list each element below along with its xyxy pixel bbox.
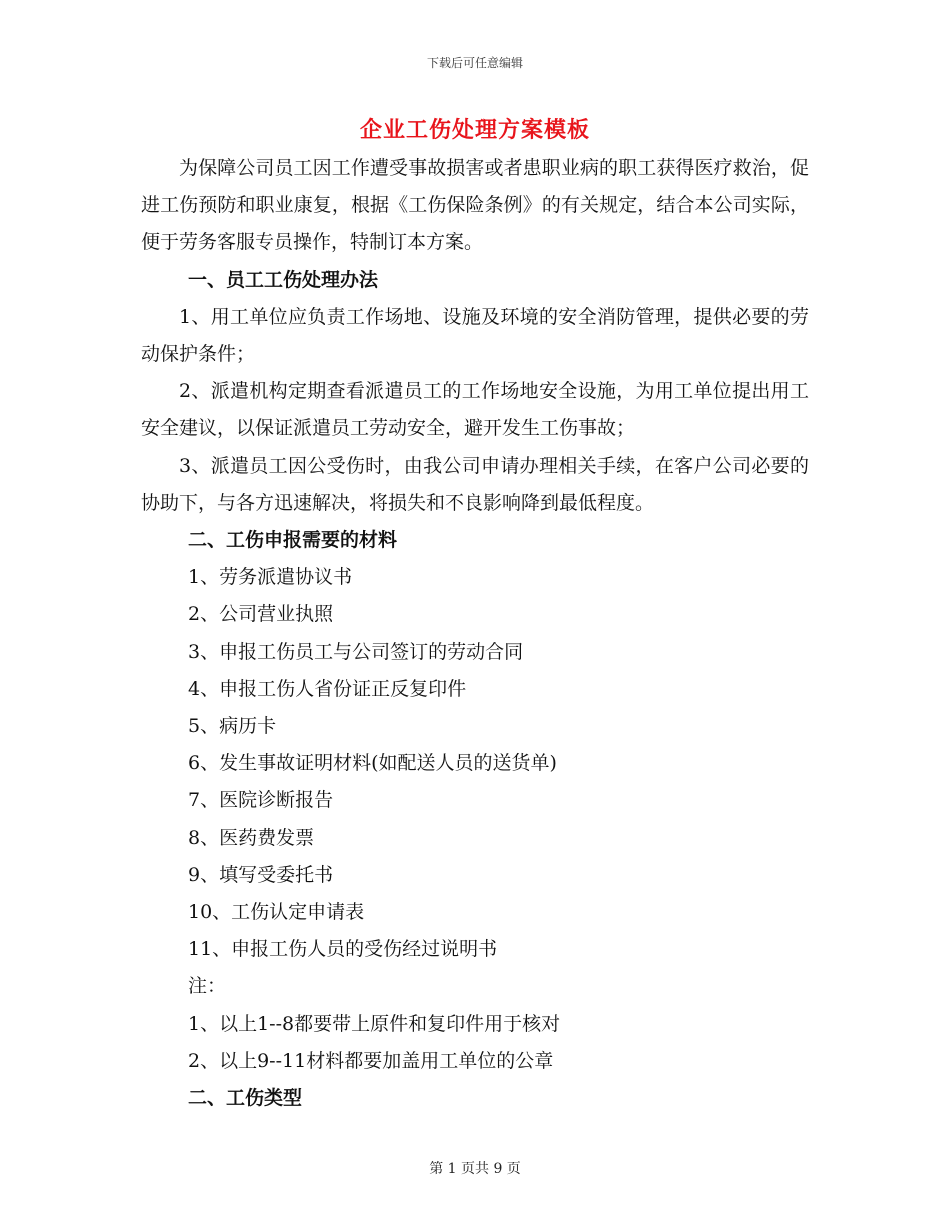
material-item: 8、医药费发票 <box>188 826 315 849</box>
section1-paragraph-1: 1、用工单位应负责工作场地、设施及环境的安全消防管理，提供必要的劳动保护条件； <box>141 305 809 366</box>
note-item: 2、以上9--11材料都要加盖用工单位的公章 <box>188 1049 554 1072</box>
section-heading-1: 一、员工工伤处理办法 <box>188 268 379 291</box>
material-item: 9、填写受委托书 <box>188 863 334 886</box>
note-item: 1、以上1--8都要带上原件和复印件用于核对 <box>188 1012 561 1035</box>
section-heading-2: 二、工伤申报需要的材料 <box>188 529 398 552</box>
material-item: 7、医院诊断报告 <box>188 789 334 812</box>
material-item: 4、申报工伤人省份证正反复印件 <box>188 677 467 700</box>
material-item: 1、劳务派遣协议书 <box>188 566 353 589</box>
material-item: 10、工伤认定申请表 <box>188 901 365 924</box>
material-item: 3、申报工伤员工与公司签订的劳动合同 <box>188 640 524 663</box>
material-item: 5、病历卡 <box>188 715 277 738</box>
section1-paragraph-2: 2、派遣机构定期查看派遣员工的工作场地安全设施，为用工单位提出用工安全建议，以保证派遣员工劳动安全，避开发生工伤事故； <box>141 380 809 440</box>
page-footer: 第 1 页共 9 页 <box>429 1161 521 1177</box>
note-label: 注： <box>188 975 227 998</box>
material-item: 2、公司营业执照 <box>188 603 334 626</box>
document-body <box>141 150 809 1117</box>
document-title: 企业工伤处理方案模板 <box>359 117 590 143</box>
section-heading-3: 二、工伤类型 <box>188 1087 303 1110</box>
intro-paragraph: 为保障公司员工因工作遭受事故损害或者患职业病的职工获得医疗救治，促进工伤预防和职业康复，根据《工伤保险条例》的有关规定，结合本公司实际，便于劳务客服专员操作，特制订本方案。 <box>141 157 809 254</box>
material-item: 6、发生事故证明材料(如配送人员的送货单) <box>188 752 557 775</box>
page-header: 下载后可任意编辑 <box>426 56 523 70</box>
section1-paragraph-3: 3、派遣员工因公受伤时，由我公司申请办理相关手续，在客户公司必要的协助下，与各方迅速解决，将损失和不良影响降到最低程度。 <box>141 454 809 514</box>
material-item: 11、申报工伤人员的受伤经过说明书 <box>188 938 498 961</box>
